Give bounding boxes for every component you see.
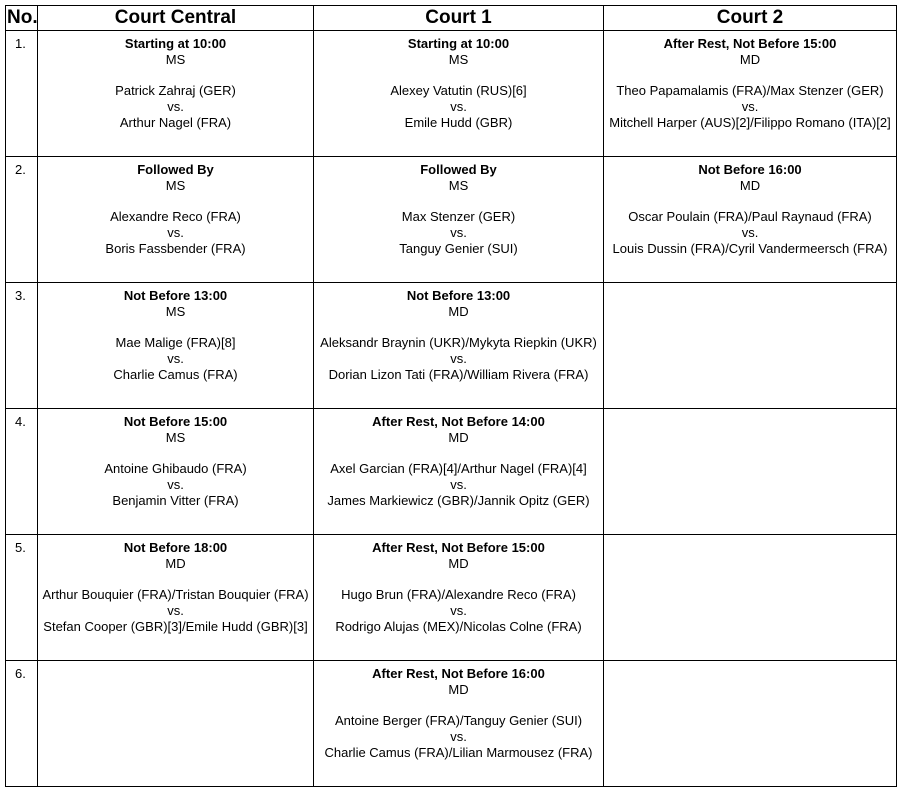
spacer: [314, 68, 603, 84]
header-no: No.: [6, 6, 38, 31]
table-row: [6, 283, 897, 409]
table-row: [6, 535, 897, 661]
versus-label: vs.: [741, 99, 759, 115]
match-event: MS: [448, 177, 469, 193]
versus-label: vs.: [167, 351, 184, 367]
team-two: Louis Dussin (FRA)/Cyril Vandermeersch (FRA): [612, 240, 888, 256]
spacer: [314, 446, 603, 462]
match-event: MS: [165, 177, 186, 193]
match-number: 1.: [6, 31, 38, 157]
versus-label: vs.: [167, 603, 184, 619]
match-time: Not Before 15:00: [123, 414, 228, 429]
team-one: Theo Papamalamis (FRA)/Max Stenzer (GER): [616, 83, 884, 99]
team-two: James Markiewicz (GBR)/Jannik Opitz (GER): [327, 492, 590, 508]
team-two: Charlie Camus (FRA)/Lilian Marmousez (FRA): [324, 744, 593, 760]
match-info: [38, 157, 313, 257]
versus-label: vs.: [167, 99, 184, 115]
match-cell-court-2: [604, 31, 897, 157]
match-info: [314, 31, 603, 131]
match-info: [314, 409, 603, 509]
match-cell-court-1: [314, 31, 604, 157]
team-one: Axel Garcian (FRA)[4]/Arthur Nagel (FRA)[4]: [330, 461, 587, 477]
match-cell-court-central: [38, 157, 314, 283]
spacer: [38, 572, 313, 588]
versus-label: vs.: [167, 477, 184, 493]
spacer: [38, 194, 313, 210]
versus-label: vs.: [450, 477, 467, 493]
versus-label: vs.: [167, 225, 184, 241]
order-of-play-table: [5, 5, 897, 787]
spacer: [38, 320, 313, 336]
team-two: Arthur Nagel (FRA): [119, 114, 232, 130]
match-event: MS: [165, 303, 186, 319]
match-event: MS: [165, 429, 186, 445]
spacer: [314, 572, 603, 588]
versus-label: vs.: [741, 225, 759, 241]
match-number: 3.: [6, 283, 38, 409]
match-time: After Rest, Not Before 15:00: [663, 36, 837, 51]
spacer: [604, 194, 896, 210]
table-row: [6, 31, 897, 157]
match-cell-court-central: [38, 31, 314, 157]
match-cell-court-central: [38, 283, 314, 409]
team-two: Charlie Camus (FRA): [113, 366, 238, 382]
header-court-1: Court 1: [314, 6, 604, 31]
match-cell-court-1: [314, 661, 604, 787]
match-cell-court-2: [604, 157, 897, 283]
team-one: Alexey Vatutin (RUS)[6]: [390, 83, 527, 99]
team-two: Rodrigo Alujas (MEX)/Nicolas Colne (FRA): [335, 618, 582, 634]
match-time: Not Before 16:00: [698, 162, 802, 177]
team-one: Hugo Brun (FRA)/Alexandre Reco (FRA): [341, 587, 576, 603]
match-time: Starting at 10:00: [407, 36, 510, 51]
match-event: MD: [165, 555, 186, 571]
match-cell-court-2: [604, 283, 897, 409]
match-number: 4.: [6, 409, 38, 535]
team-two: Emile Hudd (GBR): [404, 114, 513, 130]
match-info: [38, 283, 313, 383]
team-two: Mitchell Harper (AUS)[2]/Filippo Romano (ITA)[2]: [609, 114, 891, 130]
match-info: [38, 409, 313, 509]
versus-label: vs.: [450, 225, 467, 241]
spacer: [38, 68, 313, 84]
team-one: Alexandre Reco (FRA): [110, 209, 241, 225]
match-info: [38, 31, 313, 131]
match-cell-court-1: [314, 409, 604, 535]
table-row: [6, 661, 897, 787]
versus-label: vs.: [450, 603, 467, 619]
spacer: [38, 446, 313, 462]
match-info: [38, 535, 313, 635]
team-two: Stefan Cooper (GBR)[3]/Emile Hudd (GBR)[3]: [43, 618, 308, 634]
versus-label: vs.: [450, 99, 467, 115]
spacer: [604, 68, 896, 84]
table-row: [6, 409, 897, 535]
match-number: 6.: [6, 661, 38, 787]
match-event: MD: [448, 555, 469, 571]
team-one: Antoine Berger (FRA)/Tanguy Genier (SUI): [334, 713, 583, 729]
match-time: Not Before 18:00: [123, 540, 228, 555]
match-event: MS: [165, 51, 186, 67]
match-time: After Rest, Not Before 14:00: [372, 414, 545, 429]
team-two: Tanguy Genier (SUI): [399, 240, 518, 256]
match-time: Not Before 13:00: [123, 288, 228, 303]
match-event: MD: [739, 177, 761, 193]
team-one: Aleksandr Braynin (UKR)/Mykyta Riepkin (UKR): [320, 335, 597, 351]
table-row: [6, 157, 897, 283]
team-one: Antoine Ghibaudo (FRA): [104, 461, 247, 477]
team-two: Dorian Lizon Tati (FRA)/William Rivera (FRA): [328, 366, 589, 382]
team-two: Boris Fassbender (FRA): [105, 240, 246, 256]
versus-label: vs.: [450, 351, 467, 367]
match-time: Followed By: [137, 162, 214, 177]
team-one: Mae Malige (FRA)[8]: [115, 335, 236, 351]
match-number: 2.: [6, 157, 38, 283]
match-info: [314, 661, 603, 761]
match-event: MD: [739, 51, 761, 67]
match-cell-court-1: [314, 535, 604, 661]
match-info: [604, 157, 896, 257]
match-cell-court-2: [604, 409, 897, 535]
match-event: MD: [448, 303, 469, 319]
match-time: After Rest, Not Before 15:00: [372, 540, 545, 555]
match-info: [604, 31, 896, 131]
match-info: [314, 283, 603, 383]
match-info: [314, 535, 603, 635]
match-cell-court-2: [604, 535, 897, 661]
team-one: Arthur Bouquier (FRA)/Tristan Bouquier (FRA): [42, 587, 309, 603]
team-two: Benjamin Vitter (FRA): [112, 492, 239, 508]
match-time: After Rest, Not Before 16:00: [372, 666, 545, 681]
match-cell-court-1: [314, 157, 604, 283]
header-row: [6, 6, 897, 31]
match-event: MD: [448, 429, 469, 445]
match-cell-court-1: [314, 283, 604, 409]
match-time: Not Before 13:00: [406, 288, 511, 303]
spacer: [314, 194, 603, 210]
match-cell-court-2: [604, 661, 897, 787]
team-one: Max Stenzer (GER): [401, 209, 516, 225]
team-one: Oscar Poulain (FRA)/Paul Raynaud (FRA): [628, 209, 872, 225]
match-info: [314, 157, 603, 257]
match-time: Followed By: [420, 162, 497, 177]
versus-label: vs.: [450, 729, 467, 745]
match-cell-court-central: [38, 409, 314, 535]
spacer: [314, 698, 603, 714]
match-event: MS: [448, 51, 469, 67]
match-time: Starting at 10:00: [124, 36, 227, 51]
match-cell-court-central: [38, 661, 314, 787]
match-number: 5.: [6, 535, 38, 661]
team-one: Patrick Zahraj (GER): [115, 83, 236, 99]
header-court-central: Court Central: [38, 6, 314, 31]
header-court-2: Court 2: [604, 6, 897, 31]
spacer: [314, 320, 603, 336]
match-cell-court-central: [38, 535, 314, 661]
match-event: MD: [448, 681, 469, 697]
